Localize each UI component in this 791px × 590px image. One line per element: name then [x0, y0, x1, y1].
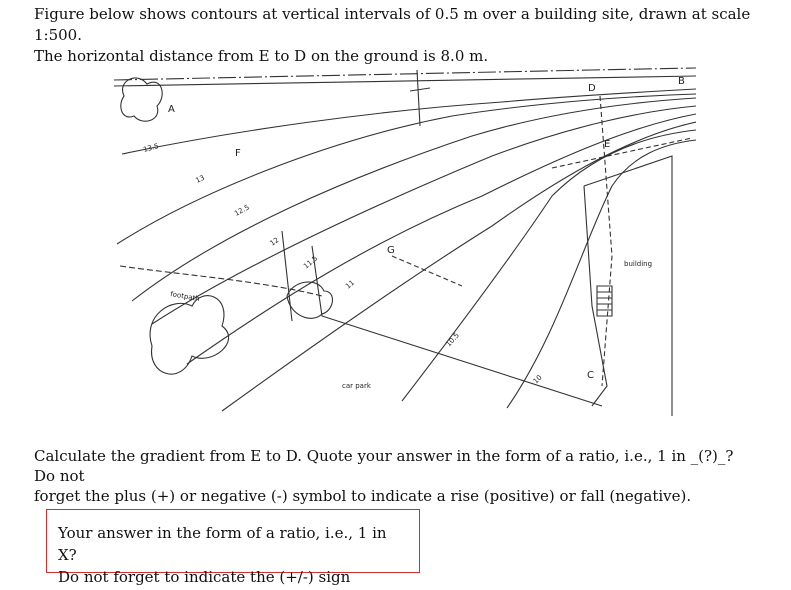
contour-line-12.5 — [132, 98, 696, 304]
contour-label-11: 11 — [344, 278, 357, 291]
road-line — [282, 231, 292, 321]
site-top-line — [114, 76, 696, 86]
contour-label-10.5: 10.5 — [444, 331, 461, 349]
question-line-2: forget the plus (+) or negative (-) symbol to indicate a rise (positive) or fall (negative). — [34, 487, 692, 505]
building-label: building — [624, 260, 653, 268]
point-label-b: B — [678, 76, 685, 87]
contour-line-11.5 — [187, 114, 696, 364]
footpath-label: footpath — [169, 290, 201, 304]
point-label-c: C — [587, 370, 594, 381]
intro-line-1: Figure below shows contours at vertical intervals of 0.5 m over a building site, drawn at scale 1:500. — [34, 5, 751, 44]
contour-line-13 — [117, 94, 696, 244]
point-label-d: D — [588, 83, 596, 94]
answer-placeholder-line-2: Do not forget to indicate the (+/-) sign — [58, 568, 351, 586]
contour-map — [112, 56, 696, 416]
question-line-1: Calculate the gradient from E to D. Quote your answer in the form of a ratio, i.e., 1 in _(?)_? Do not — [34, 447, 734, 485]
footpath-line — [120, 266, 322, 296]
contour-label-11.5: 11.5 — [302, 254, 320, 271]
point-label-e: E — [604, 139, 611, 150]
contour-label-12: 12 — [268, 235, 281, 248]
intro-line-2: The horizontal distance from E to D on the ground is 8.0 m. — [34, 47, 489, 65]
tree-outline — [287, 282, 332, 318]
contour-label-13.5: 13.5 — [142, 142, 160, 154]
point-label-a: A — [168, 104, 175, 115]
point-label-g: G — [387, 245, 395, 256]
answer-placeholder-line-1: Your answer in the form of a ratio, i.e., 1 in X? — [58, 524, 387, 564]
contour-label-12.5: 12.5 — [233, 203, 251, 218]
site-top-boundary — [114, 68, 696, 80]
contour-label-10: 10 — [531, 373, 544, 386]
question-text — [34, 446, 754, 506]
survey-line — [410, 70, 430, 126]
tree-outline — [121, 78, 162, 121]
car-park-label: car park — [342, 382, 371, 390]
contour-label-13: 13 — [194, 173, 206, 185]
answer-input-box[interactable] — [46, 509, 420, 586]
tree-outline — [150, 296, 229, 375]
dashed-line-g — [392, 256, 462, 286]
contour-line-12 — [152, 106, 696, 324]
point-label-f: F — [235, 148, 241, 159]
